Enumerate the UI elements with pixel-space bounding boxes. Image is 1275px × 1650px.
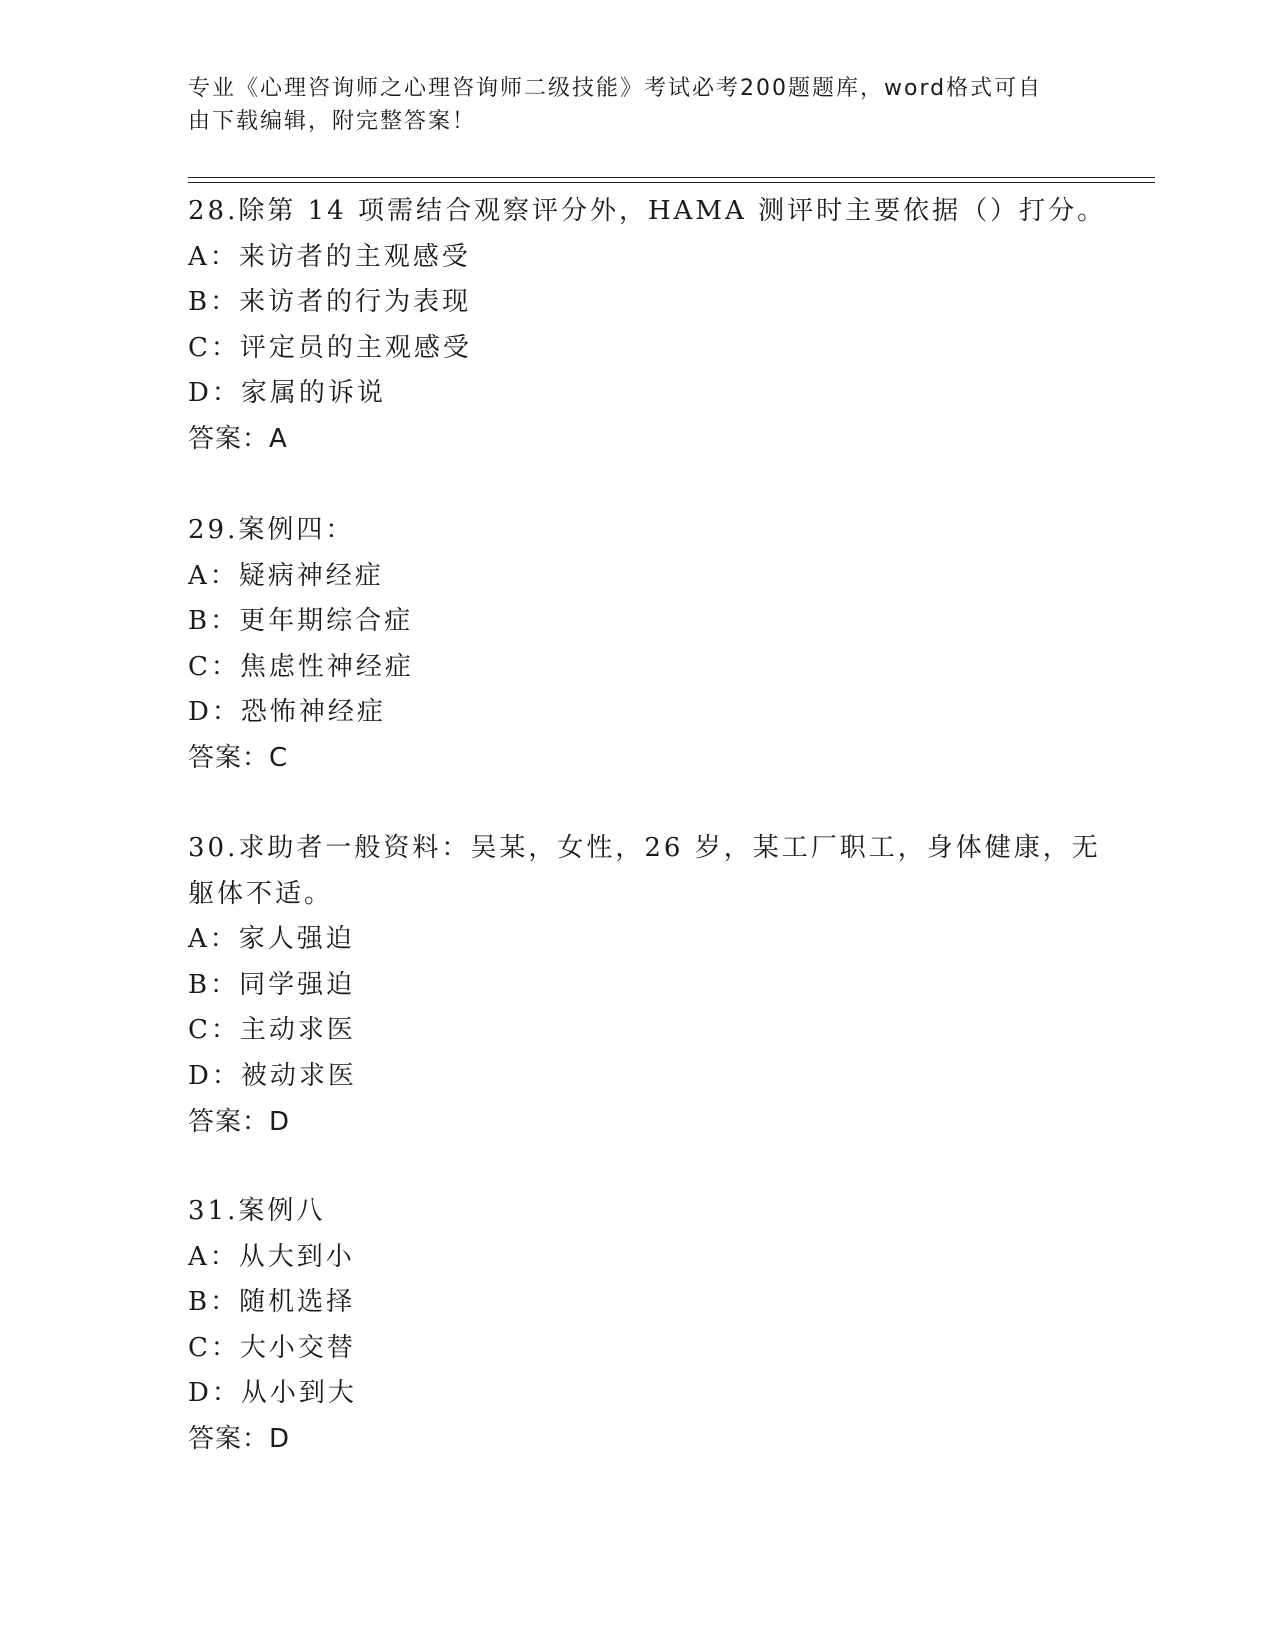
option-c: C：主动求医 — [188, 1015, 356, 1046]
option-a: A：疑病神经症 — [188, 560, 384, 591]
answer-line: 答案：D — [188, 1423, 291, 1454]
option-d: D：从小到大 — [188, 1378, 357, 1409]
option-a: A：家人强迫 — [188, 924, 355, 955]
option-d: D：家属的诉说 — [188, 378, 386, 409]
option-b: B：更年期综合症 — [188, 606, 414, 637]
question-stem-line-1: 30.求助者一般资料：吴某，女性，26 岁，某工厂职工，身体健康，无 — [188, 833, 1101, 863]
option-b: B：来访者的行为表现 — [188, 287, 472, 318]
answer-line: 答案：C — [188, 742, 289, 773]
answer-line: 答案：A — [188, 423, 288, 454]
question-stem-line-2: 躯体不适。 — [188, 878, 334, 909]
option-b: B：同学强迫 — [188, 969, 356, 1000]
question-stem: 31.案例八 — [188, 1196, 326, 1226]
option-a: A：从大到小 — [188, 1241, 355, 1272]
option-c: C：评定员的主观感受 — [188, 332, 472, 363]
answer-line: 答案：D — [188, 1106, 291, 1137]
question-stem: 28.除第 14 项需结合观察评分外，HAMA 测评时主要依据（）打分。 — [188, 196, 1107, 226]
option-b: B：随机选择 — [188, 1287, 356, 1318]
question-30 — [188, 826, 1108, 1145]
header-line-1: 专业《心理咨询师之心理咨询师二级技能》考试必考200题题库，word格式可自 — [188, 76, 1043, 101]
question-29 — [188, 508, 1108, 782]
option-a: A：来访者的主观感受 — [188, 241, 471, 272]
option-d: D：恐怖神经症 — [188, 697, 386, 728]
header-divider-bottom — [188, 182, 1155, 183]
document-header — [188, 72, 1068, 138]
option-c: C：大小交替 — [188, 1332, 356, 1363]
question-31 — [188, 1189, 1108, 1463]
question-stem: 29.案例四： — [188, 515, 355, 545]
option-c: C：焦虑性神经症 — [188, 651, 414, 682]
option-d: D：被动求医 — [188, 1060, 357, 1091]
header-line-2: 由下载编辑，附完整答案！ — [188, 109, 477, 134]
question-28 — [188, 189, 1108, 463]
header-divider-top — [188, 177, 1155, 178]
